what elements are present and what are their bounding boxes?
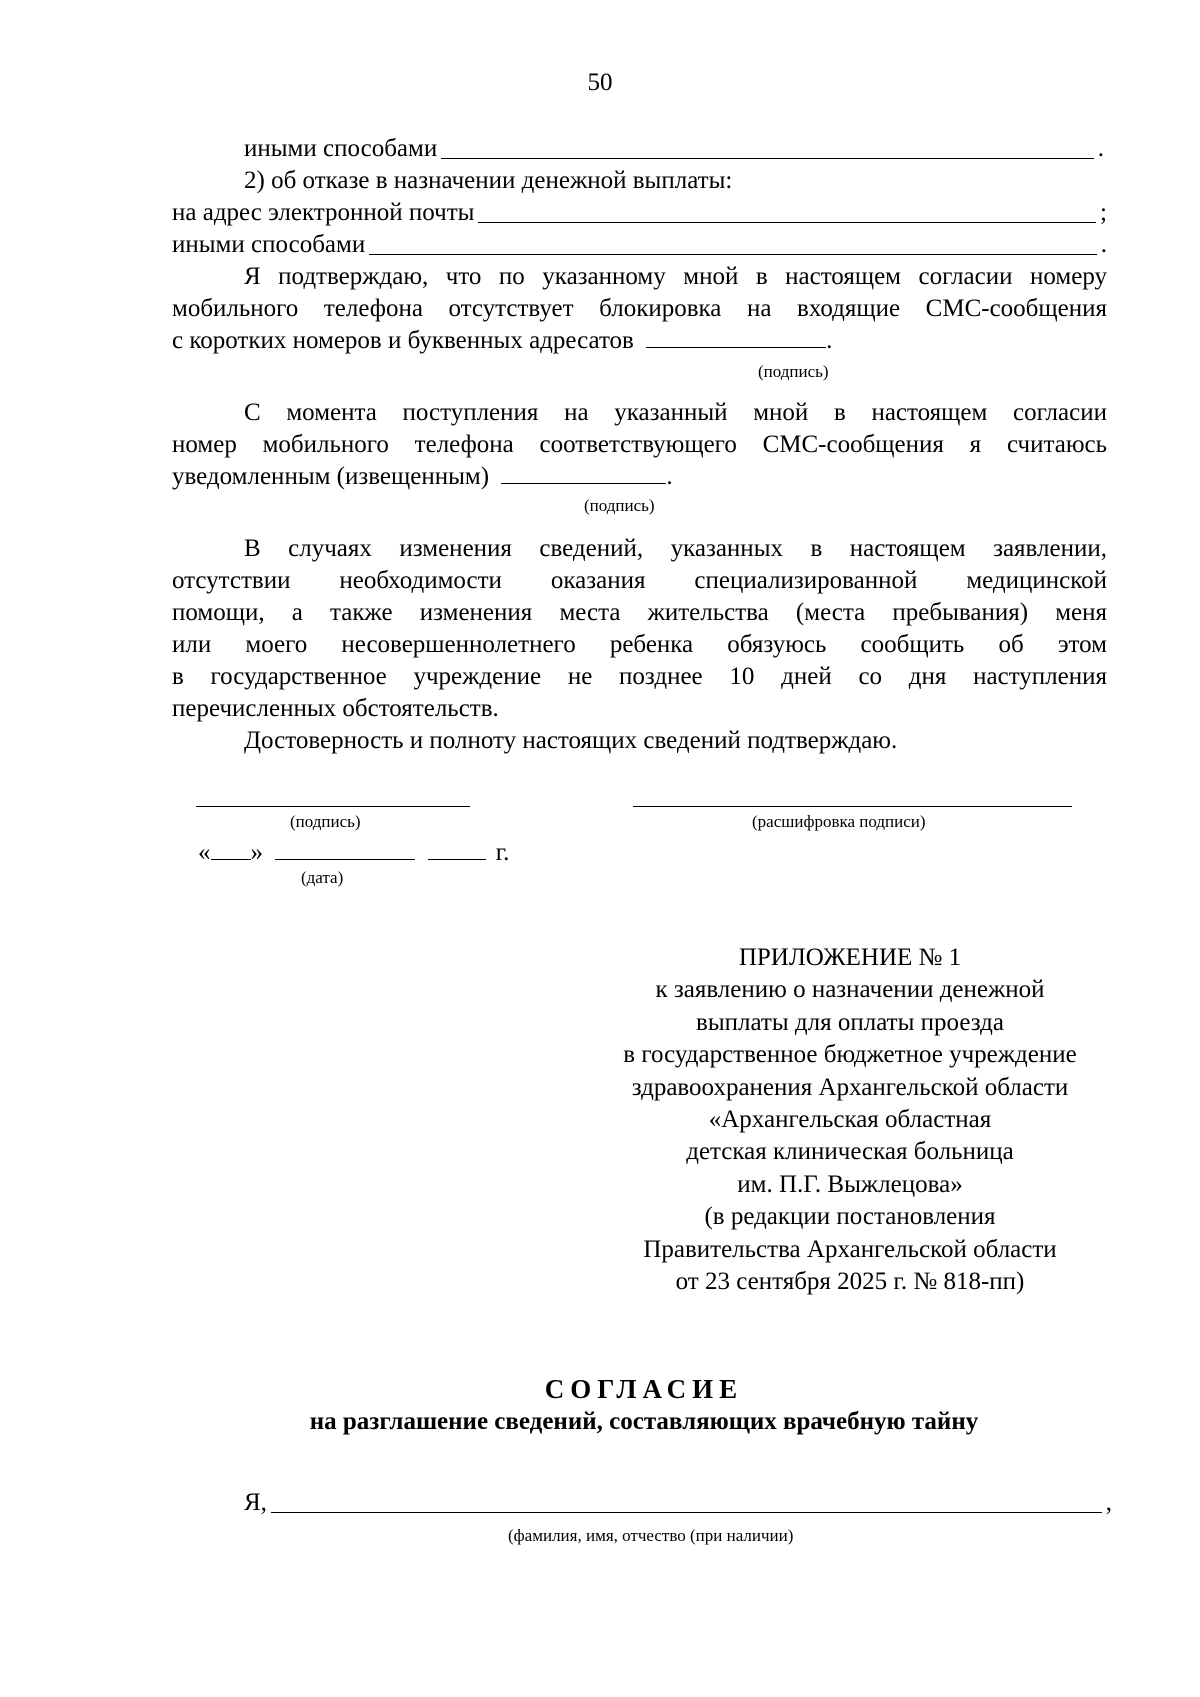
changes-line-6: перечисленных обстоятельств. bbox=[172, 695, 499, 722]
refusal-heading: 2) об отказе в назначении денежной выплаты: bbox=[244, 167, 733, 194]
appendix-line: «Архангельская областная bbox=[708, 1106, 992, 1134]
consent-subtitle: на разглашение сведений, составляющих врачебную тайну bbox=[309, 1408, 979, 1435]
notified-signature-caption: (подпись) bbox=[584, 496, 655, 515]
changes-line-3: помощи, а также изменения места жительства (места пребывания) меня bbox=[172, 599, 1107, 626]
name-line: Я, , bbox=[244, 1489, 1112, 1516]
other-ways-blank-2[interactable] bbox=[369, 232, 1097, 255]
appendix-line: выплаты для оплаты проезда bbox=[696, 1008, 1004, 1036]
date-year-blank[interactable] bbox=[428, 839, 486, 860]
email-line: на адрес электронной почты ; bbox=[172, 199, 1107, 226]
appendix-line: в государственное бюджетное учреждение bbox=[623, 1041, 1077, 1069]
page-number: 50 bbox=[587, 69, 613, 96]
sms-line-2: мобильного телефона отсутствует блокировка на входящие СМС-сообщения bbox=[172, 295, 1107, 322]
name-caption: (фамилия, имя, отчество (при наличии) bbox=[508, 1526, 794, 1545]
notified-line-3: уведомленным (извещенным) . bbox=[172, 463, 673, 490]
name-blank[interactable] bbox=[271, 1490, 1102, 1513]
date-day-blank[interactable] bbox=[211, 839, 251, 860]
signature-line[interactable] bbox=[196, 806, 470, 807]
other-ways-line-2: иными способами . bbox=[172, 231, 1107, 258]
notified-line-2: номер мобильного телефона соответствующего СМС-сообщения я считаюсь bbox=[172, 431, 1107, 458]
signature-caption: (подпись) bbox=[290, 812, 361, 831]
notified-signature-blank[interactable] bbox=[501, 463, 666, 484]
confirm-line: Достоверность и полноту настоящих сведений подтверждаю. bbox=[244, 727, 898, 754]
appendix-title: ПРИЛОЖЕНИЕ № 1 bbox=[738, 944, 962, 971]
date-line: « » г. bbox=[198, 839, 510, 866]
appendix-line: здравоохранения Архангельской области bbox=[631, 1073, 1069, 1101]
i-label: Я, bbox=[244, 1489, 267, 1516]
date-caption: (дата) bbox=[301, 868, 344, 887]
sms-signature-caption: (подпись) bbox=[758, 362, 829, 381]
other-ways-blank[interactable] bbox=[441, 136, 1094, 159]
sms-line-3: с коротких номеров и буквенных адресатов . bbox=[172, 327, 833, 354]
changes-line-2: отсутствии необходимости оказания специализированной медицинской bbox=[172, 567, 1107, 594]
appendix-line: к заявлению о назначении денежной bbox=[655, 976, 1045, 1004]
appendix-block bbox=[580, 942, 1120, 1298]
decoding-line[interactable] bbox=[633, 806, 1072, 807]
changes-line-1: В случаях изменения сведений, указанных в настоящем заявлении, bbox=[244, 535, 1107, 562]
appendix-line: детская клиническая больница bbox=[686, 1138, 1014, 1166]
email-label: на адрес электронной почты bbox=[172, 199, 475, 226]
sms-line-1: Я подтверждаю, что по указанному мной в настоящем согласии номеру bbox=[244, 263, 1107, 290]
date-month-blank[interactable] bbox=[275, 839, 415, 860]
appendix-line: от 23 сентября 2025 г. № 818-пп) bbox=[675, 1268, 1025, 1296]
changes-line-5: в государственное учреждение не позднее 10 дней со дня наступления bbox=[172, 663, 1107, 690]
appendix-line: им. П.Г. Выжлецова» bbox=[737, 1170, 963, 1198]
decoding-caption: (расшифровка подписи) bbox=[752, 812, 926, 831]
appendix-line: (в редакции постановления bbox=[704, 1203, 996, 1231]
other-ways-label: иными способами bbox=[244, 135, 438, 162]
email-blank[interactable] bbox=[478, 200, 1096, 223]
notified-line-1: С момента поступления на указанный мной в настоящем согласии bbox=[244, 399, 1107, 426]
consent-title: СОГЛАСИЕ bbox=[544, 1374, 744, 1404]
other-ways-label-2: иными способами bbox=[172, 231, 366, 258]
appendix-line: Правительства Архангельской области bbox=[643, 1235, 1057, 1263]
changes-line-4: или моего несовершеннолетнего ребенка обязуюсь сообщить об этом bbox=[172, 631, 1107, 658]
other-ways-line-1: иными способами . bbox=[244, 135, 1104, 162]
sms-signature-blank[interactable] bbox=[646, 327, 826, 348]
